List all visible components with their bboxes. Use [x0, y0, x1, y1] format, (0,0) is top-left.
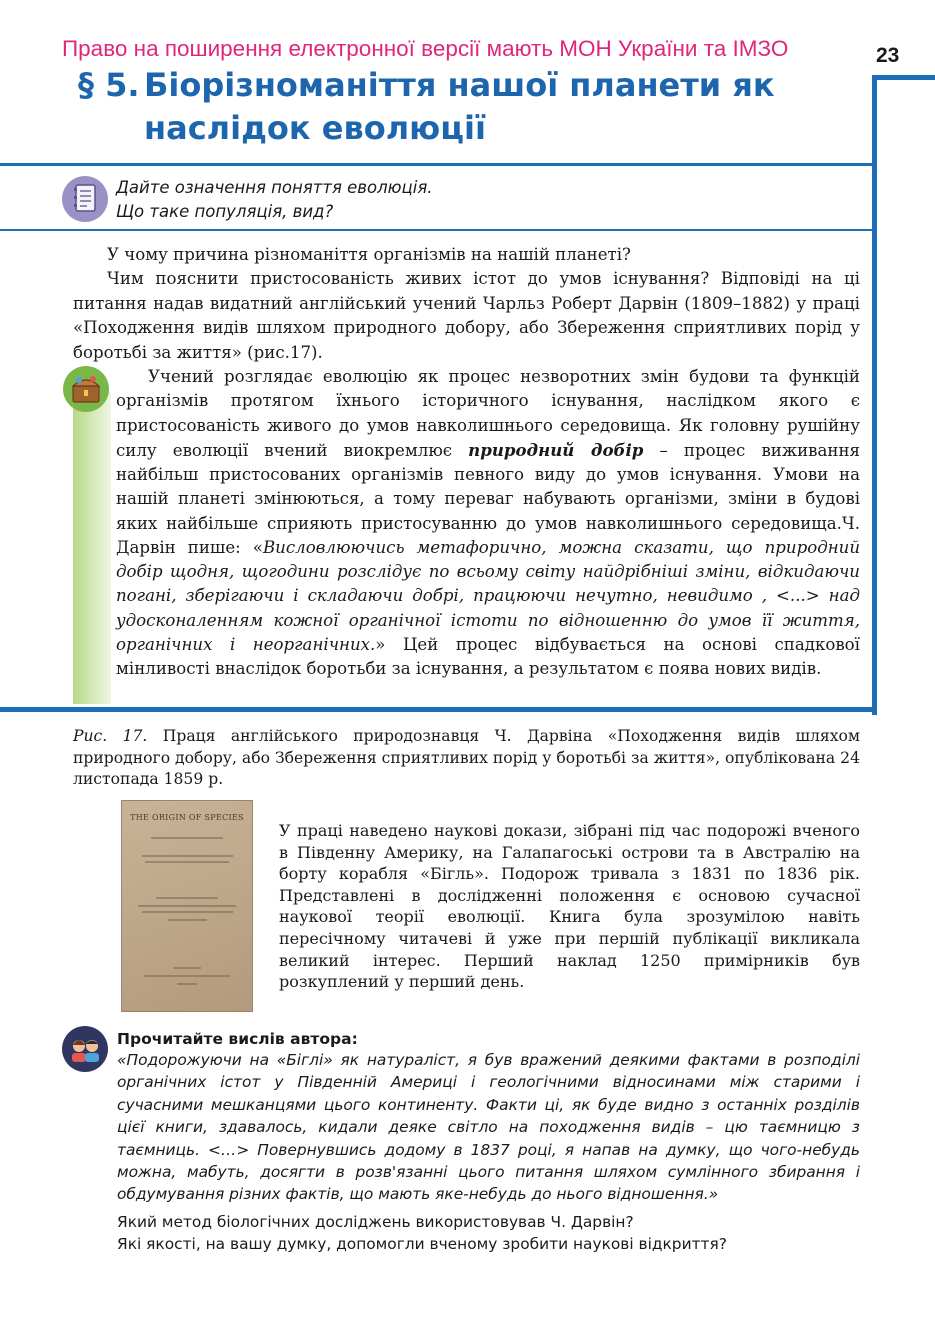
theory-text-c: » Цей процес відбувається на основі спадкової мінливості внаслідок боротьби за існування, а результатом є поява нових видів.: [116, 634, 860, 678]
intro-paragraphs: [73, 243, 860, 365]
title-line-2: наслідок еволюції: [144, 109, 486, 147]
book-description: У праці наведено наукові докази, зібрані під час подорожі вченого в Південну Америку, на Галапагоські острови та в Австралію на борту корабля «Бігль». Подорож тривала з 1831 по 1836 рік. Представлені в дослідженні положення є основою сучасної наукової теорії еволюції. Книга була зрозумілою навіть пересічному читачеві й уже при першій публікації викликала великий інтерес. Перший наклад 1250 примірників був розкуплений у перший день.: [279, 821, 860, 992]
figure-caption-text: Праця англійського природознавця Ч. Дарвіна «Походження видів шляхом природного добору, або Збереження сприятливих порід у боротьбі за життя», опублікована 24 листопада 1859 р.: [73, 727, 861, 788]
book-text-line: [145, 861, 228, 863]
book-text-line: [138, 905, 237, 907]
darwin-quote: Висловлюючись метафорично, можна сказати, що природний добір щодня, щогодини розслідує по всьому світу найдрібніші зміни, відкидаючи погані, зберігаючи і складаючи добрі, працюючи нечутно, невидимо , <...> над удосконаленням кожної органічної істоти по відношенню до умов її життя, органічних і неорганічних.: [116, 537, 861, 654]
book-text-line: [173, 967, 202, 969]
book-text-line: [142, 855, 233, 857]
book-text-line: [151, 837, 224, 839]
page-number: 23: [876, 44, 900, 67]
section-title: [78, 64, 775, 150]
question-2: Що таке популяція, вид?: [116, 202, 334, 221]
question-1: Дайте означення поняття еволюція.: [116, 178, 433, 197]
intro-paragraph-1: У чому причина різноманіття організмів на нашій планеті?: [107, 245, 631, 264]
book-cover-image: [121, 800, 253, 1012]
book-title: THE ORIGIN OF SPECIES: [130, 813, 244, 822]
figure-caption: [73, 726, 860, 791]
frame-top-border: [872, 75, 935, 80]
book-text-line: [177, 983, 198, 985]
discussion-questions: [117, 1211, 727, 1255]
theory-text-b: – процес виживання найбільш пристосованих організмів певного виду до умов існування. Умови на нашій планеті змінюються, а тому переваг набувають організми, зміни в будові яких найбільше сприяють пристосуванню до умов навколишнього середовища.Ч. Дарвін пише: «: [116, 440, 860, 557]
highlight-bar: [73, 392, 111, 704]
theory-paragraph: [116, 365, 860, 681]
discussion-question-2: Які якості, на вашу думку, допомогли вченому зробити наукові відкриття?: [117, 1235, 727, 1253]
figure-label: Рис. 17.: [73, 727, 148, 745]
quote-heading: Прочитайте вислів автора:: [117, 1030, 358, 1048]
notebook-icon: [62, 176, 108, 222]
title-divider: [0, 163, 877, 166]
key-term: природний добір: [468, 439, 644, 460]
title-line-1: Біорізноманіття нашої планети як: [144, 66, 775, 104]
book-text-line: [168, 919, 207, 921]
intro-paragraph-2: Чим пояснити пристосованість живих істот до умов існування? Відповіді на ці питання надав видатний англійський учений Чарльз Роберт Дарвін (1809–1882) у праці «Походження видів шляхом природного добору, або Збереження сприятливих порід у боротьбі за життя» (рис.17).: [73, 269, 860, 362]
theory-text-a: Учений розглядає еволюцію як процес незворотних змін будови та функцій організмів протягом їхнього історичного існування, наслідком якого є пристосованість живого до умов навколишнього середовища. Як головну рушійну силу еволюції вчений виокремлює: [116, 367, 860, 460]
discussion-question-1: Який метод біологічних досліджень використовував Ч. Дарвін?: [117, 1213, 634, 1231]
book-text-line: [156, 897, 218, 899]
section-number: § 5.: [78, 66, 140, 104]
students-icon: [62, 1026, 108, 1072]
review-questions: [116, 176, 433, 224]
frame-bottom-border: [0, 707, 877, 712]
frame-right-border: [872, 75, 877, 715]
rights-notice: Право на поширення електронної версії мають МОН України та ІМЗО: [62, 36, 789, 61]
treasure-chest-icon: [63, 366, 109, 412]
book-text-line: [142, 911, 233, 913]
questions-divider: [0, 229, 877, 231]
author-quote: «Подорожуючи на «Біглі» як натураліст, я був вражений деякими фактами в розподілі органічних істот у Південній Америці і геологічними відносинами між старими і сучасними мешканцями цього континенту. Факти ці, як буде видно з останніх розділів цієї книги, здавалось, кидали деяке світло на походження видів – цю таємницю з таємниць. <…> Повернувшись додому в 1837 році, я напав на думку, що чого-небудь можна, мабуть, досягти в розв'язанні цього питання шляхом сумлінного збирання і обдумування різних фактів, що мають яке-небудь до нього відношення.»: [117, 1051, 860, 1204]
book-text-line: [144, 975, 230, 977]
